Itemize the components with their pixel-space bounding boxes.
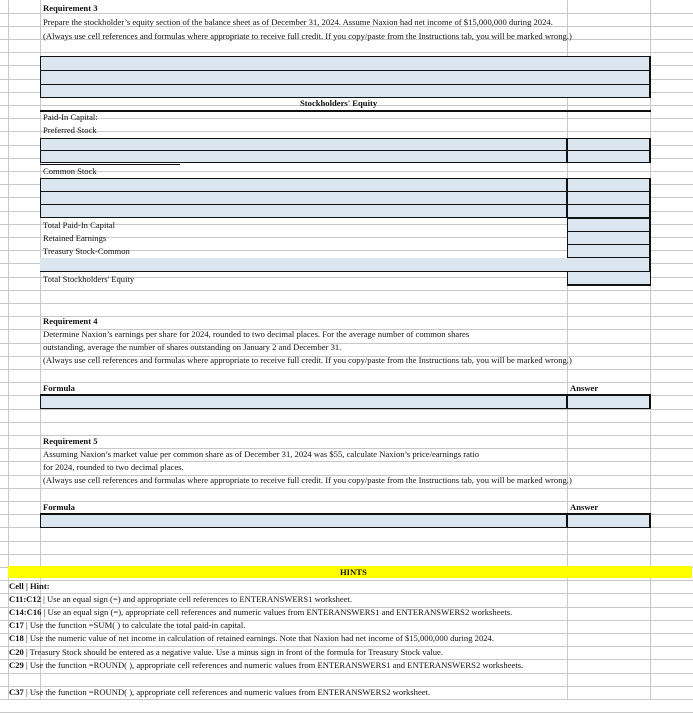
req3-note: (Always use cell references and formulas where appropriate to receive full credit. If you copy/paste from the Instructions tab, you will be marked wrong.) <box>43 31 572 41</box>
hint-item <box>9 659 523 671</box>
common-label: Common Stock <box>43 166 97 176</box>
tse-top-rule <box>40 271 651 272</box>
grid-row <box>0 409 693 423</box>
grid-row <box>0 422 693 436</box>
common-input-block[interactable] <box>40 178 651 218</box>
hint-item <box>9 619 245 631</box>
grid-row <box>0 290 693 304</box>
heading-right-edge <box>649 56 651 98</box>
grid-row <box>0 673 693 687</box>
total-paid-in-rule <box>40 217 180 218</box>
req5-formula-input[interactable] <box>40 514 651 528</box>
req5-right-edge <box>649 514 651 528</box>
preferred-right-edge <box>649 138 651 163</box>
blank-blue-row <box>40 258 651 271</box>
hint-cell: C20 <box>9 647 24 657</box>
hint-cell: C29 <box>9 660 24 670</box>
total-paid-in-label: Total Paid-In Capital <box>43 220 115 230</box>
retained-earnings-label: Retained Earnings <box>43 233 107 243</box>
req5-line1: Assuming Naxion’s market value per common share as of December 31, 2024 was $55, calculate Naxion’s price/earnings ratio <box>43 449 480 459</box>
grid-row <box>0 528 693 542</box>
common-label-rule <box>40 164 180 165</box>
req5-col-edge <box>566 514 568 528</box>
hint-text: | Use the numeric value of net income in calculation of retained earnings. Note that Naxion had net income of $15,000,000 during 2024. <box>23 633 494 643</box>
hint-text: | Use the function =SUM( ) to calculate the total paid-in capital. <box>23 620 246 630</box>
heading-rule-1 <box>40 70 651 71</box>
hint-item <box>9 646 443 658</box>
grid-row <box>0 0 693 14</box>
column-line-c <box>567 0 568 700</box>
hints-header: Cell | Hint: <box>9 581 50 591</box>
hint-text: | Use an equal sign (=) and appropriate cell references to ENTERANSWERS1 worksheet. <box>41 594 353 604</box>
grid-row <box>0 488 693 502</box>
req4-formula-input[interactable] <box>40 395 651 409</box>
req4-title: Requirement 4 <box>43 316 98 326</box>
req5-answer-label: Answer <box>570 502 599 512</box>
totals-input-block[interactable] <box>567 218 651 258</box>
hint-cell: C37 <box>9 687 24 697</box>
heading-input-block[interactable] <box>40 56 651 98</box>
heading-rule-2 <box>40 84 651 85</box>
grid-row <box>0 304 693 318</box>
hint-text: | Use the function =ROUND( ), appropriate cell references and numeric values from ENTERANSWERS2 worksheet. <box>23 687 431 697</box>
paid-in-label: Paid-In Capital: <box>43 112 98 122</box>
hint-cell: C18 <box>9 633 24 643</box>
hint-cell: C11:C12 <box>9 594 41 604</box>
req3-text: Prepare the stockholder’s equity section of the balance sheet as of December 31, 2024. Assume Naxion had net income of $15,000,000 during 2024. <box>43 17 553 27</box>
req4-col-edge <box>566 395 568 409</box>
hint-item <box>9 632 494 644</box>
hint-item <box>9 593 352 605</box>
req5-note: (Always use cell references and formulas where appropriate to receive full credit. If you copy/paste from the Instructions tab, you will be marked wrong.) <box>43 475 572 485</box>
req4-formula-label: Formula <box>43 383 75 393</box>
common-right-edge <box>649 178 651 218</box>
preferred-col-edge <box>566 138 568 163</box>
hint-item <box>9 686 430 698</box>
total-se-label: Total Stockholders' Equity <box>43 274 135 284</box>
hint-text: | Treasury Stock should be entered as a negative value. Use a minus sign in front of the formula for Treasury Stock value. <box>23 647 443 657</box>
total-se-double-underline <box>567 284 651 286</box>
column-line-d <box>650 0 651 700</box>
totals-rule-2 <box>567 244 651 245</box>
common-col-edge <box>566 178 568 218</box>
hint-text: | Use the function =ROUND( ), appropriate cell references and numeric values from ENTERANSWERS1 and ENTERANSWERS2 worksheets. <box>23 660 524 670</box>
req4-note: (Always use cell references and formulas where appropriate to receive full credit. If you copy/paste from the Instructions tab, you will be marked wrong.) <box>43 355 572 365</box>
equity-heading-rule <box>40 110 651 112</box>
common-rule-2 <box>40 204 651 205</box>
totals-rule-1 <box>567 231 651 232</box>
req4-right-edge <box>649 395 651 409</box>
hint-cell: C14:C16 <box>9 607 42 617</box>
preferred-rule <box>40 150 651 151</box>
req5-title: Requirement 5 <box>43 436 98 446</box>
hint-text: | Use an equal sign (=), appropriate cell references and numeric values from ENTERANSWERS1 and ENTERANSWERS2 worksheets. <box>41 607 513 617</box>
preferred-label: Preferred Stock <box>43 125 97 135</box>
treasury-stock-label: Treasury Stock-Common <box>43 246 130 256</box>
hints-title: HINTS <box>340 567 367 577</box>
grid-row <box>0 541 693 555</box>
equity-heading: Stockholders' Equity <box>300 98 378 108</box>
hint-item <box>9 606 512 618</box>
hint-cell: C17 <box>9 620 24 630</box>
common-rule-1 <box>40 191 651 192</box>
req4-line2: outstanding, average the number of shares outstanding on January 2 and December 31. <box>43 342 342 352</box>
grid-row <box>0 700 693 713</box>
req5-line2: for 2024, rounded to two decimal places. <box>43 462 184 472</box>
req3-title: Requirement 3 <box>43 3 98 13</box>
req4-line1: Determine Naxion’s earnings per share for 2024, rounded to two decimal places. For the average number of common shares <box>43 329 470 339</box>
req5-formula-label: Formula <box>43 502 75 512</box>
req4-answer-label: Answer <box>570 383 599 393</box>
totals-right-edge <box>649 218 651 258</box>
grid-row <box>0 119 693 133</box>
